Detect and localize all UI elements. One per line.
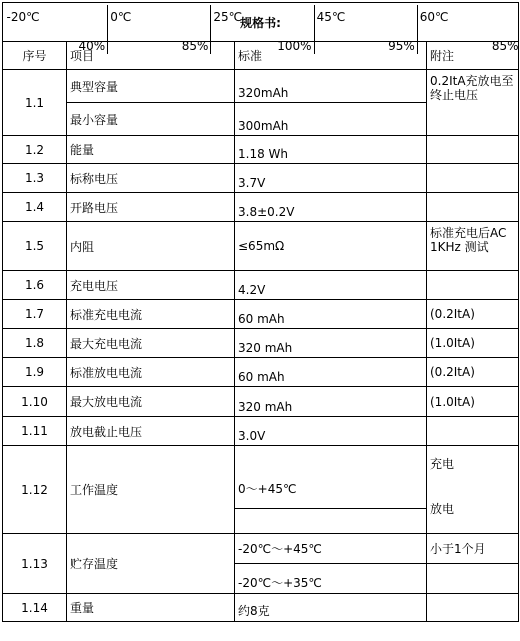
discharge-temp-grid: [5, 5, 520, 54]
row-item: 放电截止电压: [67, 417, 235, 446]
row-no: 1.11: [3, 417, 67, 446]
row-std: 1.18 Wh: [235, 136, 427, 164]
row-std: 3.7V: [235, 164, 427, 193]
row-note: 标准充电后AC 1KHz 测试: [427, 222, 519, 271]
header-item: 项目: [67, 42, 235, 70]
page-title: 规格书:: [3, 3, 519, 42]
row-note: [427, 594, 519, 622]
row-no: 1.4: [3, 193, 67, 222]
row-item: 内阻: [67, 222, 235, 271]
row-item: 贮存温度: [67, 534, 235, 594]
row-item: 标称电压: [67, 164, 235, 193]
table-row: [3, 300, 519, 329]
row-no: 1.10: [3, 387, 67, 417]
table-row: [3, 136, 519, 164]
row-no: 1.9: [3, 358, 67, 387]
table-row: [3, 222, 519, 271]
row-item: 标准放电电流: [67, 358, 235, 387]
row-item: 最大放电电流: [67, 387, 235, 417]
row-note: (0.2ItA): [427, 300, 519, 329]
header-std: 标准: [235, 42, 427, 70]
row-note: [427, 193, 519, 222]
row-note: [427, 164, 519, 193]
row-item: 工作温度: [67, 446, 235, 534]
row-item: 最小容量: [67, 103, 235, 136]
row-no: 1.6: [3, 271, 67, 300]
row-std: 3.0V: [235, 417, 427, 446]
row-std: ≤65mΩ: [235, 222, 427, 271]
table-row: [3, 417, 519, 446]
table-row: [3, 446, 519, 534]
row-no: 1.13: [3, 534, 67, 594]
capacity-pct: 100%: [211, 29, 314, 54]
capacity-pct: 85%: [108, 29, 211, 54]
row-note: [427, 136, 519, 164]
row-note: (1.0ItA): [427, 329, 519, 358]
header-note: 附注: [427, 42, 519, 70]
row-std: 3.8±0.2V: [235, 193, 427, 222]
row-note: [427, 564, 519, 594]
row-no: 1.8: [3, 329, 67, 358]
row-note: (0.2ItA): [427, 358, 519, 387]
row-item: 能量: [67, 136, 235, 164]
row-note: [427, 417, 519, 446]
temp-label: 45℃: [314, 5, 417, 29]
row-note: [427, 271, 519, 300]
capacity-pct: 40%: [78, 38, 106, 53]
row-note: 0.2ItA充放电至终止电压: [427, 70, 519, 136]
temp-label: 60℃: [417, 5, 520, 29]
temp-label: -20℃: [6, 9, 40, 24]
table-row: [3, 534, 519, 564]
row-std: 60 mAh: [235, 300, 427, 329]
table-row: [3, 387, 519, 417]
table-row: [3, 164, 519, 193]
row-std: 60 mAh: [235, 358, 427, 387]
temp-label: 25℃: [211, 5, 314, 29]
capacity-pct: 95%: [314, 29, 417, 54]
row-std: 300mAh: [235, 103, 427, 136]
table-row: [3, 271, 519, 300]
table-row: [3, 329, 519, 358]
row-std: 320 mAh: [235, 387, 427, 417]
note-discharge: 放电: [430, 501, 455, 516]
row-no: 1.7: [3, 300, 67, 329]
header-no: 序号: [3, 42, 67, 70]
row-item: 最大充电电流: [67, 329, 235, 358]
table-row: [3, 358, 519, 387]
table-row: [3, 193, 519, 222]
row-no: 1.3: [3, 164, 67, 193]
row-item: 开路电压: [67, 193, 235, 222]
row-no: 1.5: [3, 222, 67, 271]
row-std: -20℃～+45℃: [235, 534, 427, 564]
row-item: 标准充电电流: [67, 300, 235, 329]
row-note: (1.0ItA): [427, 387, 519, 417]
row-no: 1.2: [3, 136, 67, 164]
row-note: 小于1个月: [427, 534, 519, 564]
row-std: 320mAh: [235, 70, 427, 103]
row-std: 4.2V: [235, 271, 427, 300]
operating-temp-note: [427, 446, 519, 534]
note-charge: 充电: [430, 456, 455, 471]
row-no: 1.12: [3, 446, 67, 534]
row-no: 1.14: [3, 594, 67, 622]
table-row: [3, 594, 519, 622]
row-std: -20℃～+35℃: [235, 564, 427, 594]
row-item: 充电电压: [67, 271, 235, 300]
capacity-pct: 85%: [417, 29, 520, 54]
spec-table: [2, 2, 519, 622]
row-item: 重量: [67, 594, 235, 622]
row-no: 1.1: [3, 70, 67, 136]
row-std: 320 mAh: [235, 329, 427, 358]
temp-label: 0℃: [108, 5, 211, 29]
charge-temp-range: 0～+45℃: [235, 470, 426, 509]
row-item: 典型容量: [67, 70, 235, 103]
table-row: [3, 70, 519, 103]
row-std: 约8克: [235, 594, 427, 622]
